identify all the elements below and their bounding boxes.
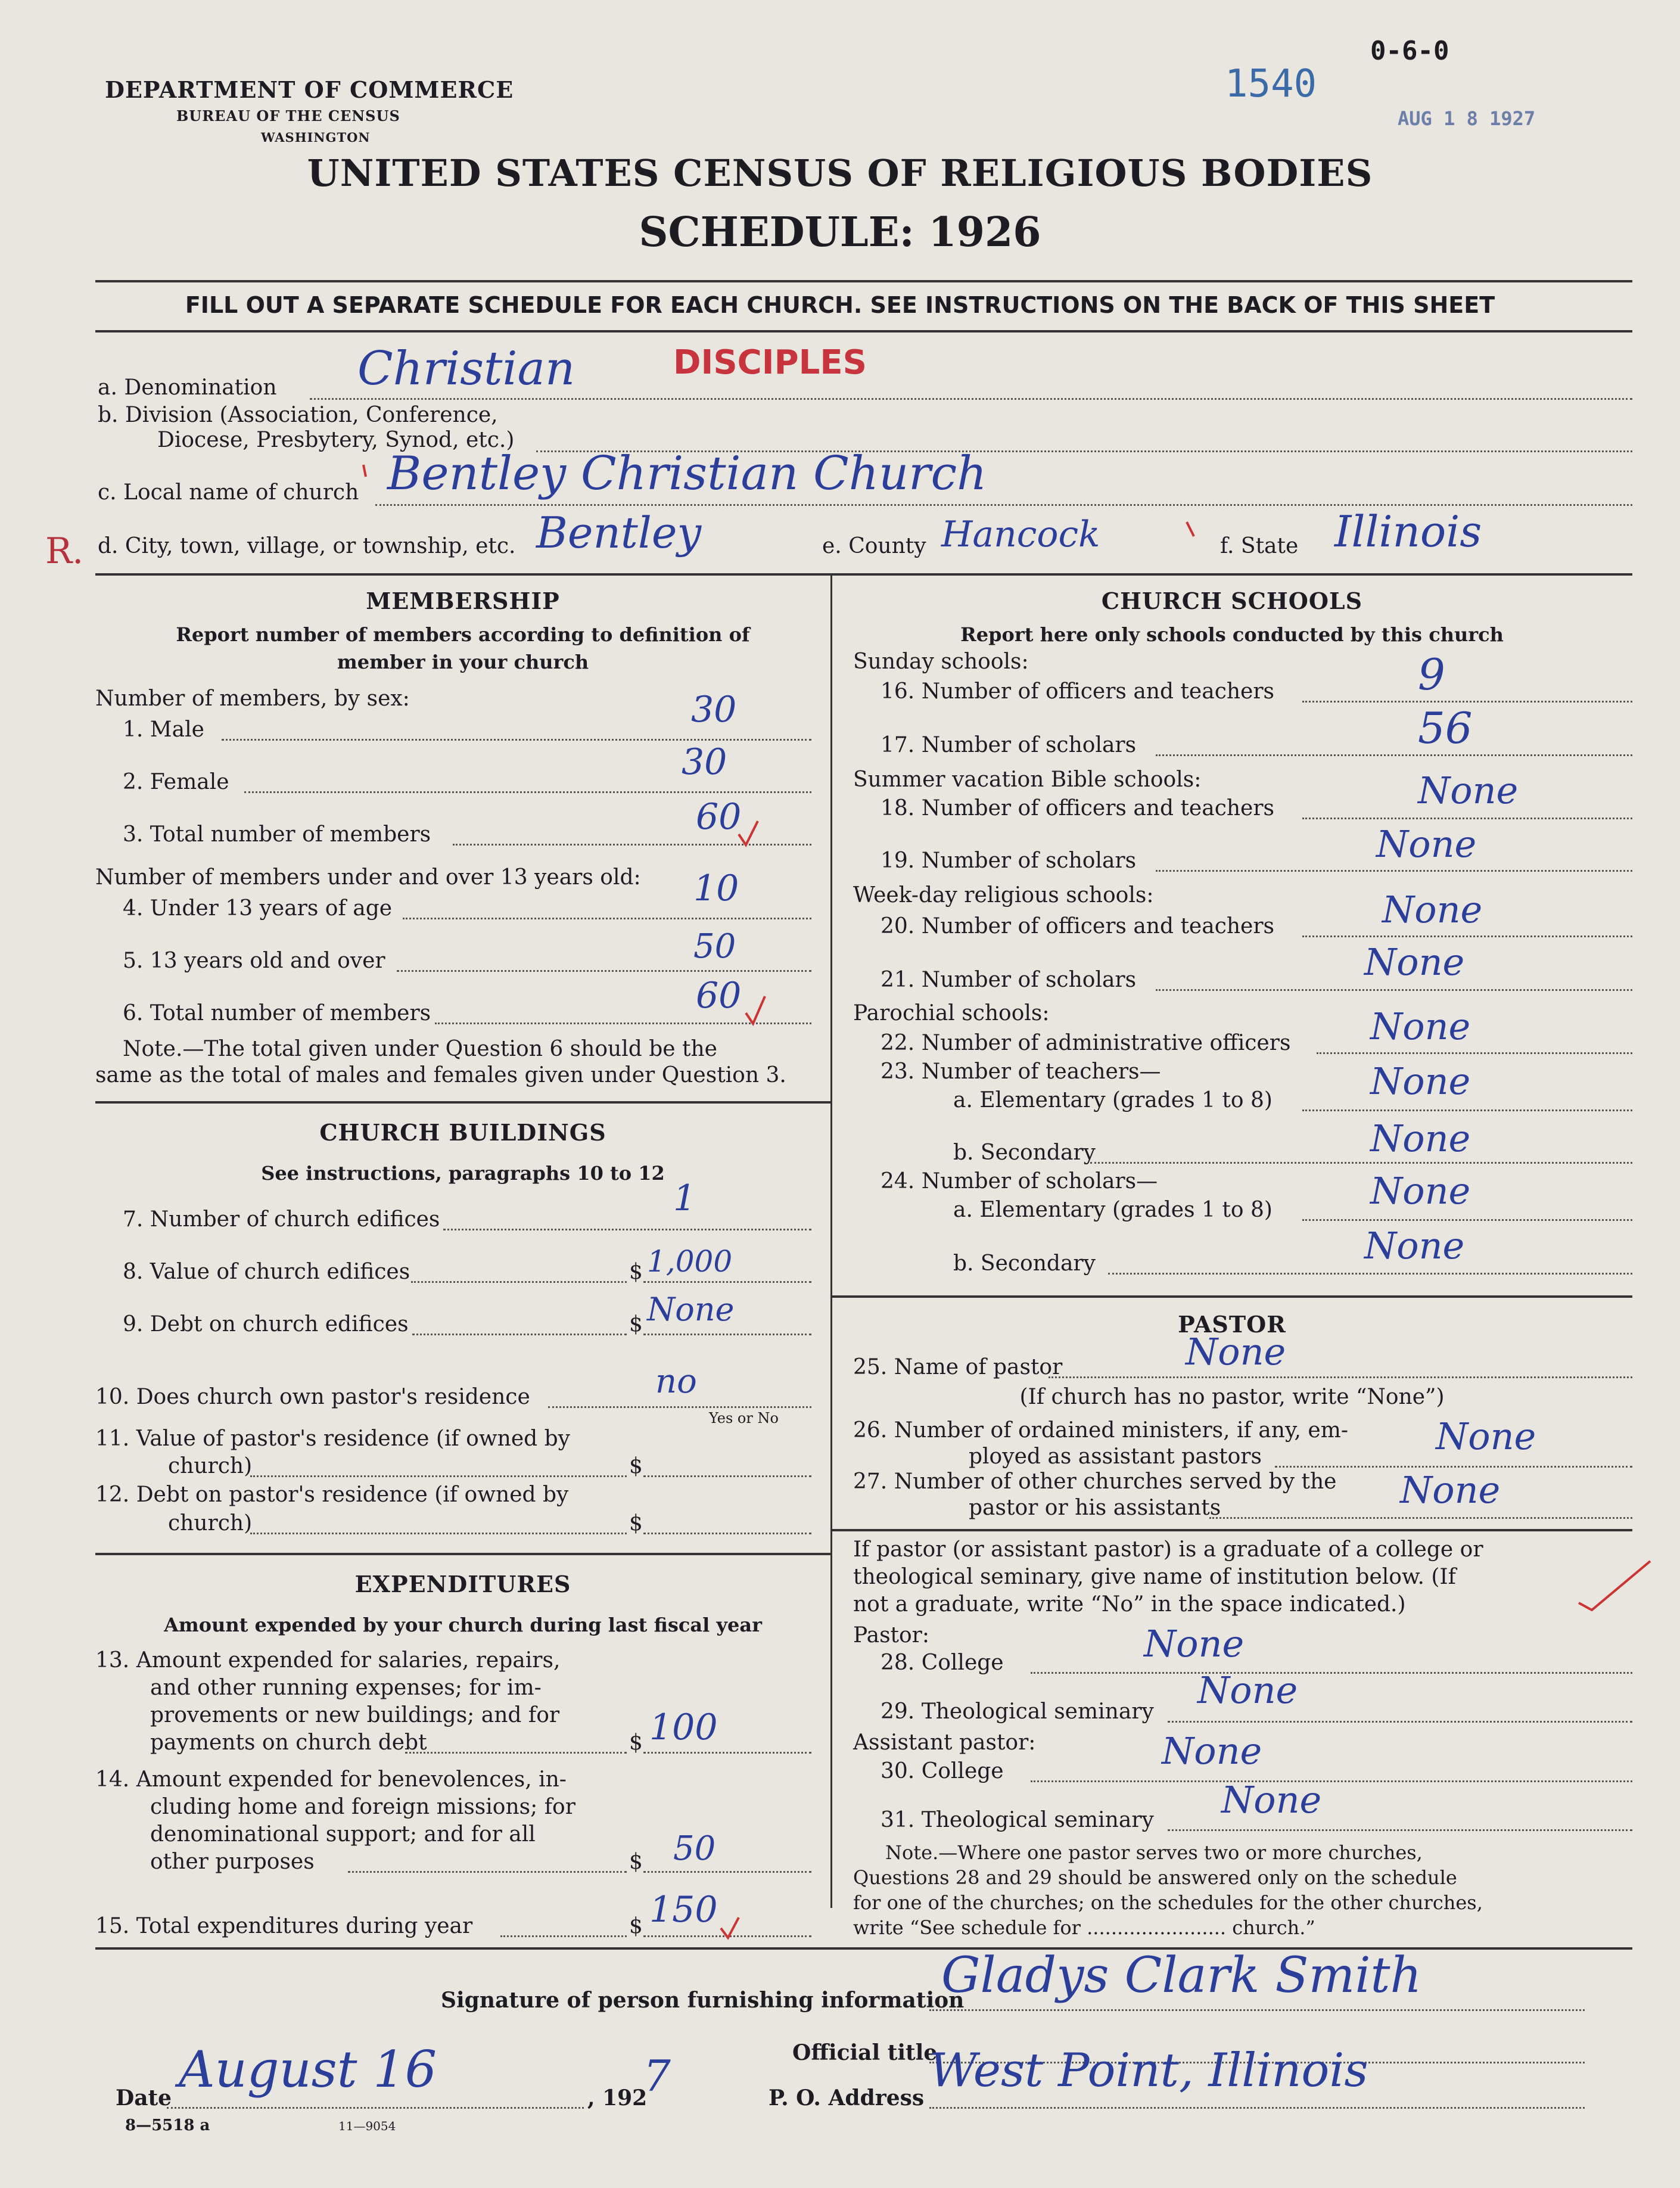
check-mark-icon bbox=[746, 996, 765, 1024]
q23b-label: b. Secondary bbox=[953, 1140, 1096, 1165]
q13-value[interactable]: 100 bbox=[649, 1707, 718, 1748]
q14-currency: $ bbox=[629, 1850, 643, 1874]
graduate-instruction-1: If pastor (or assistant pastor) is a graduate of a college or bbox=[853, 1537, 1483, 1562]
q24b-label: b. Secondary bbox=[953, 1251, 1096, 1276]
q3-label: 3. Total number of members bbox=[123, 822, 431, 847]
schools-intro: Report here only schools conducted by this church bbox=[960, 623, 1504, 646]
date-value[interactable]: August 16 bbox=[179, 2040, 437, 2099]
q18-label: 18. Number of officers and teachers bbox=[881, 796, 1275, 820]
q13-line-4: payments on church debt bbox=[150, 1730, 427, 1755]
q13-line-2: and other running expenses; for im- bbox=[150, 1676, 542, 1700]
denomination-value[interactable]: Christian bbox=[357, 342, 575, 396]
city-label: d. City, town, village, or township, etc. bbox=[98, 534, 516, 558]
q5-value[interactable]: 50 bbox=[693, 927, 736, 966]
q8-value[interactable]: 1,000 bbox=[647, 1244, 733, 1279]
q7-value[interactable]: 1 bbox=[673, 1177, 696, 1219]
state-label: f. State bbox=[1220, 534, 1299, 558]
stamp-number: 1540 bbox=[1225, 62, 1317, 106]
q21-value[interactable]: None bbox=[1364, 940, 1465, 984]
q27-label-2: pastor or his assistants bbox=[969, 1496, 1221, 1520]
q14-line-3: denominational support; and for all bbox=[150, 1822, 536, 1847]
assistant-subheader: Assistant pastor: bbox=[853, 1730, 1036, 1755]
q8-label: 8. Value of church edifices bbox=[123, 1260, 410, 1284]
pastor-note-1: Note.—Where one pastor serves two or more churches, bbox=[885, 1841, 1423, 1864]
expenditures-intro: Amount expended by your church during last fiscal year bbox=[164, 1614, 762, 1636]
official-title-label: Official title bbox=[792, 2040, 938, 2065]
address-value[interactable]: West Point, Illinois bbox=[929, 2044, 1368, 2097]
membership-title: MEMBERSHIP bbox=[366, 588, 560, 614]
q25-label: 25. Name of pastor bbox=[853, 1355, 1063, 1379]
q17-label: 17. Number of scholars bbox=[881, 733, 1137, 757]
graduate-instruction-3: not a graduate, write “No” in the space indicated.) bbox=[853, 1592, 1406, 1617]
q25-hint: (If church has no pastor, write “None”) bbox=[1019, 1385, 1445, 1409]
q21-label: 21. Number of scholars bbox=[881, 968, 1137, 992]
members-by-age-label: Number of members under and over 13 years old: bbox=[95, 865, 641, 890]
state-value[interactable]: Illinois bbox=[1334, 506, 1482, 557]
buildings-intro: See instructions, paragraphs 10 to 12 bbox=[261, 1162, 665, 1185]
q10-label: 10. Does church own pastor's residence bbox=[95, 1385, 530, 1409]
address-label: P. O. Address bbox=[769, 2086, 925, 2111]
q28-label: 28. College bbox=[881, 1651, 1004, 1675]
local-name-value[interactable]: Bentley Christian Church bbox=[387, 447, 987, 501]
q20-value[interactable]: None bbox=[1382, 888, 1483, 931]
bureau-name: BUREAU OF THE CENSUS bbox=[176, 107, 400, 125]
q27-label-1: 27. Number of other churches served by the bbox=[853, 1469, 1337, 1494]
sunday-schools-label: Sunday schools: bbox=[853, 649, 1029, 674]
q24b-value[interactable]: None bbox=[1364, 1224, 1465, 1267]
department-name: DEPARTMENT OF COMMERCE bbox=[105, 76, 514, 103]
q14-value[interactable]: 50 bbox=[673, 1829, 716, 1868]
q24a-label: a. Elementary (grades 1 to 8) bbox=[953, 1198, 1273, 1222]
membership-note-1: Note.—The total given under Question 6 should be the bbox=[123, 1037, 717, 1061]
form-code: 8—5518 a bbox=[125, 2116, 210, 2134]
membership-intro-1: Report number of members according to definition of bbox=[176, 623, 750, 646]
q6-label: 6. Total number of members bbox=[123, 1001, 431, 1025]
q23a-label: a. Elementary (grades 1 to 8) bbox=[953, 1088, 1273, 1112]
q31-label: 31. Theological seminary bbox=[881, 1808, 1154, 1832]
q5-label: 5. 13 years old and over bbox=[123, 949, 385, 973]
q11-label-1: 11. Value of pastor's residence (if owned by bbox=[95, 1426, 571, 1451]
division-label-line2: Diocese, Presbytery, Synod, etc.) bbox=[157, 428, 515, 452]
q29-value[interactable]: None bbox=[1197, 1668, 1298, 1712]
q9-value[interactable]: None bbox=[647, 1291, 735, 1328]
q12-label-1: 12. Debt on pastor's residence (if owned by bbox=[95, 1483, 569, 1507]
q20-label: 20. Number of officers and teachers bbox=[881, 914, 1275, 938]
q23b-value[interactable]: None bbox=[1370, 1117, 1471, 1160]
q19-value[interactable]: None bbox=[1376, 822, 1477, 866]
signature-value[interactable]: Gladys Clark Smith bbox=[941, 1947, 1422, 2004]
pastor-title: PASTOR bbox=[1178, 1311, 1286, 1338]
q14-line-2: cluding home and foreign missions; for bbox=[150, 1795, 575, 1819]
q11-currency: $ bbox=[629, 1454, 643, 1478]
q13-line-3: provements or new buildings; and for bbox=[150, 1703, 560, 1727]
form-subtitle: SCHEDULE: 1926 bbox=[639, 209, 1041, 256]
q12-label-2: church) bbox=[168, 1511, 253, 1536]
pastor-note-4: write “See schedule for ....................... church.” bbox=[853, 1916, 1315, 1939]
q23a-value[interactable]: None bbox=[1370, 1059, 1471, 1103]
q22-label: 22. Number of administrative officers bbox=[881, 1031, 1291, 1055]
q29-label: 29. Theological seminary bbox=[881, 1699, 1154, 1724]
q10-value[interactable]: no bbox=[655, 1362, 697, 1401]
form-title: UNITED STATES CENSUS OF RELIGIOUS BODIES bbox=[307, 151, 1373, 195]
q15-label: 15. Total expenditures during year bbox=[95, 1914, 473, 1938]
expenditures-title: EXPENDITURES bbox=[354, 1571, 571, 1598]
q9-label: 9. Debt on church edifices bbox=[123, 1312, 409, 1337]
denomination-label: a. Denomination bbox=[98, 375, 277, 400]
membership-note-2: same as the total of males and females given under Question 3. bbox=[95, 1063, 786, 1087]
date-label: Date bbox=[116, 2086, 172, 2111]
check-mark-icon bbox=[1187, 522, 1194, 536]
q15-value[interactable]: 150 bbox=[649, 1889, 718, 1931]
weekday-schools-label: Week-day religious schools: bbox=[853, 883, 1154, 907]
check-mark-icon bbox=[363, 465, 366, 477]
city-value[interactable]: Bentley bbox=[536, 508, 702, 558]
q28-value[interactable]: None bbox=[1144, 1622, 1245, 1665]
q16-value[interactable]: 9 bbox=[1418, 649, 1445, 700]
q19-label: 19. Number of scholars bbox=[881, 849, 1137, 873]
year-value[interactable]: 7 bbox=[643, 2051, 671, 2101]
q25-value[interactable]: None bbox=[1186, 1330, 1286, 1373]
q2-value[interactable]: 30 bbox=[682, 741, 727, 783]
q1-label: 1. Male bbox=[123, 717, 204, 742]
local-name-label: c. Local name of church bbox=[98, 480, 359, 505]
q26-label-1: 26. Number of ordained ministers, if any, em- bbox=[853, 1418, 1348, 1443]
pastor-note-2: Questions 28 and 29 should be answered only on the schedule bbox=[853, 1866, 1457, 1889]
q26-label-2: ployed as assistant pastors bbox=[969, 1444, 1262, 1469]
q22-value[interactable]: None bbox=[1370, 1005, 1471, 1048]
check-mark-icon bbox=[1579, 1561, 1650, 1610]
q27-value[interactable]: None bbox=[1400, 1468, 1501, 1512]
county-value[interactable]: Hancock bbox=[941, 514, 1100, 555]
q18-value[interactable]: None bbox=[1418, 769, 1519, 812]
q2-label: 2. Female bbox=[123, 770, 229, 794]
q30-value[interactable]: None bbox=[1162, 1729, 1262, 1773]
q10-hint: Yes or No bbox=[709, 1410, 779, 1426]
q26-value[interactable]: None bbox=[1436, 1415, 1536, 1458]
membership-intro-2: member in your church bbox=[337, 651, 589, 673]
denomination-stamp: DISCIPLES bbox=[673, 343, 867, 382]
check-mark-icon bbox=[739, 821, 758, 845]
check-mark-icon bbox=[721, 1917, 739, 1938]
q9-currency: $ bbox=[629, 1312, 643, 1337]
division-label-line1: b. Division (Association, Conference, bbox=[98, 403, 498, 427]
q31-value[interactable]: None bbox=[1221, 1778, 1322, 1822]
q11-label-2: church) bbox=[168, 1454, 253, 1478]
year-prefix: , 192 bbox=[587, 2086, 648, 2111]
q12-currency: $ bbox=[629, 1511, 643, 1536]
stamp-code: 0-6-0 bbox=[1370, 36, 1449, 66]
summer-schools-label: Summer vacation Bible schools: bbox=[853, 767, 1202, 792]
q4-label: 4. Under 13 years of age bbox=[123, 896, 393, 921]
q7-label: 7. Number of church edifices bbox=[123, 1207, 440, 1232]
received-date-stamp: AUG 1 8 1927 bbox=[1398, 107, 1536, 130]
q1-value[interactable]: 30 bbox=[691, 689, 737, 731]
parochial-schools-label: Parochial schools: bbox=[853, 1001, 1050, 1025]
q24-label: 24. Number of scholars— bbox=[881, 1169, 1158, 1194]
q17-value[interactable]: 56 bbox=[1418, 703, 1473, 753]
q4-value[interactable]: 10 bbox=[693, 868, 739, 909]
form-instruction: FILL OUT A SEPARATE SCHEDULE FOR EACH CHURCH. SEE INSTRUCTIONS ON THE BACK OF THIS SHEET bbox=[185, 292, 1495, 318]
county-label: e. County bbox=[822, 534, 926, 558]
q14-line-4: other purposes bbox=[150, 1850, 315, 1874]
q14-line-1: 14. Amount expended for benevolences, in- bbox=[95, 1767, 567, 1792]
q13-line-1: 13. Amount expended for salaries, repairs, bbox=[95, 1648, 561, 1673]
q23-label: 23. Number of teachers— bbox=[881, 1059, 1161, 1084]
buildings-title: CHURCH BUILDINGS bbox=[319, 1119, 606, 1146]
q24a-value[interactable]: None bbox=[1370, 1169, 1471, 1213]
pastor-subheader: Pastor: bbox=[853, 1623, 930, 1648]
city-name: WASHINGTON bbox=[261, 130, 371, 145]
q6-value[interactable]: 60 bbox=[696, 975, 742, 1017]
q8-currency: $ bbox=[629, 1260, 643, 1284]
signature-label: Signature of person furnishing information bbox=[441, 1988, 965, 2013]
q30-label: 30. College bbox=[881, 1759, 1004, 1783]
q3-value[interactable]: 60 bbox=[696, 796, 742, 838]
members-by-sex-label: Number of members, by sex: bbox=[95, 686, 410, 711]
q16-label: 16. Number of officers and teachers bbox=[881, 679, 1275, 704]
q13-currency: $ bbox=[629, 1730, 643, 1755]
correction-mark: R. bbox=[45, 530, 84, 572]
schools-title: CHURCH SCHOOLS bbox=[1101, 588, 1363, 614]
graduate-instruction-2: theological seminary, give name of institution below. (If bbox=[853, 1565, 1456, 1589]
pastor-note-3: for one of the churches; on the schedules for the other churches, bbox=[853, 1891, 1483, 1914]
q15-currency: $ bbox=[629, 1914, 643, 1938]
print-code: 11—9054 bbox=[338, 2119, 396, 2133]
